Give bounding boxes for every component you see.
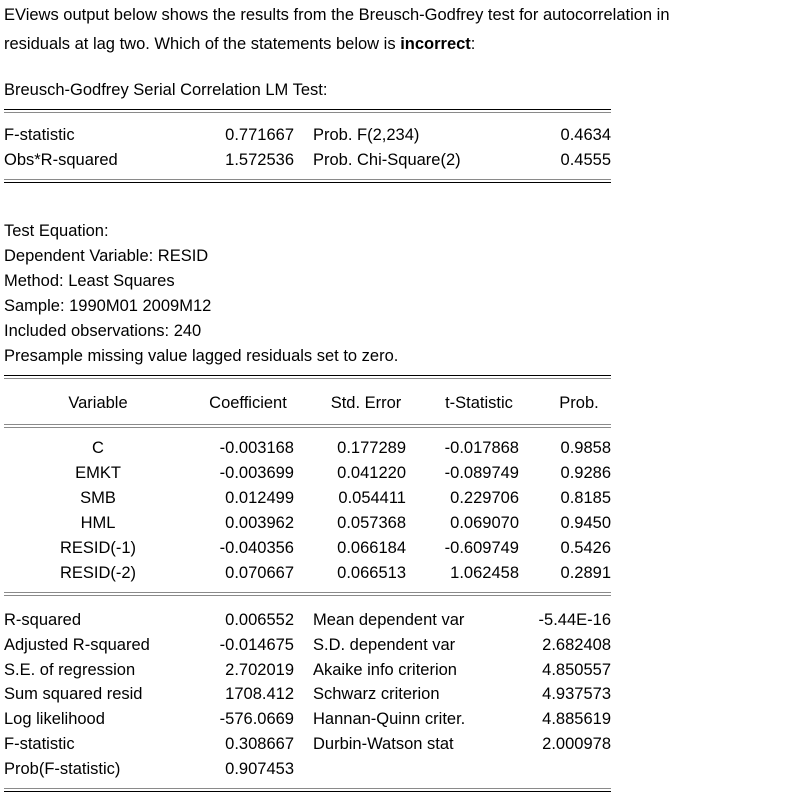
rule-coef-bottom-1 <box>4 592 611 593</box>
stat-value: -0.014675 <box>219 635 294 654</box>
coef-variable: EMKT <box>75 464 121 482</box>
stat-value: 0.308667 <box>225 735 294 753</box>
coef-header-std-error: Std. Error <box>330 394 402 412</box>
rule-top-1 <box>4 109 611 110</box>
rule-coef-bottom-2 <box>4 595 611 596</box>
question-line-1: EViews output below shows the results from the Breusch-Godfrey test for autocorrelation in <box>4 6 670 24</box>
coef-header-variable: Variable <box>68 394 128 412</box>
equation-info-line: Method: Least Squares <box>4 272 175 290</box>
rule-coef-header-1 <box>4 424 611 425</box>
stat-label: Sum squared resid <box>4 685 143 704</box>
coef-header-coefficient: Coefficient <box>209 394 287 412</box>
coef-variable: SMB <box>80 489 116 507</box>
coef-t-statistic: 1.062458 <box>450 564 519 582</box>
coef-variable: HML <box>80 514 116 532</box>
stat-value-right: 4.850557 <box>542 660 611 679</box>
lm-prob-label: Prob. Chi-Square(2) <box>313 151 461 169</box>
stat-label: S.E. of regression <box>4 660 136 679</box>
coef-prob: 0.9858 <box>560 439 611 457</box>
stat-label-right: Durbin-Watson stat <box>313 735 454 753</box>
rule-bottom-1 <box>4 788 611 789</box>
coef-t-statistic: -0.089749 <box>444 464 519 482</box>
lm-prob: 0.4634 <box>560 126 611 144</box>
stat-value-right: 4.937573 <box>542 685 611 704</box>
stat-label: R-squared <box>4 611 82 629</box>
stat-value-right: 2.000978 <box>542 735 611 753</box>
stat-value: 2.702019 <box>225 660 294 679</box>
coef-variable: RESID(-2) <box>59 564 137 582</box>
equation-info-line: Sample: 1990M01 2009M12 <box>4 297 212 315</box>
coef-prob: 0.8185 <box>560 489 611 507</box>
coef-prob: 0.9450 <box>560 514 611 532</box>
stat-label: Log likelihood <box>4 710 105 729</box>
coef-t-statistic: 0.229706 <box>450 489 519 507</box>
lm-prob-label: Prob. F(2,234) <box>313 126 420 144</box>
stat-value-right: -5.44E-16 <box>538 611 611 629</box>
stat-value-right: 2.682408 <box>542 635 611 654</box>
stat-value: 1708.412 <box>225 685 294 704</box>
coef-coefficient: -0.003699 <box>219 464 294 482</box>
rule-lm-1 <box>4 179 611 180</box>
stat-value: -576.0669 <box>219 710 294 729</box>
test-title: Breusch-Godfrey Serial Correlation LM Test: <box>4 81 328 99</box>
coef-std-error: 0.066513 <box>337 564 406 582</box>
question-line-2 <box>4 34 475 54</box>
question-text: residuals at lag two. Which of the statements below is <box>4 35 401 53</box>
coef-t-statistic: -0.017868 <box>444 439 519 457</box>
lm-label: Obs*R-squared <box>4 151 118 169</box>
coef-t-statistic: -0.609749 <box>444 539 519 557</box>
coef-prob: 0.5426 <box>560 539 611 557</box>
rule-top-2 <box>4 112 611 113</box>
coef-coefficient: -0.040356 <box>219 539 294 557</box>
coef-coefficient: 0.003962 <box>225 514 294 532</box>
equation-info-line: Included observations: 240 <box>4 322 202 340</box>
stat-value: 0.907453 <box>225 759 294 778</box>
lm-value: 1.572536 <box>225 151 294 169</box>
coef-header-prob: Prob. <box>559 394 599 412</box>
stat-label-right: Mean dependent var <box>313 611 465 629</box>
rule-coef-top-2 <box>4 378 611 379</box>
stat-label-right: Hannan-Quinn criter. <box>313 710 466 729</box>
stat-label-right: Akaike info criterion <box>313 660 457 679</box>
stat-value: 0.006552 <box>225 611 294 629</box>
coef-std-error: 0.054411 <box>338 489 406 507</box>
rule-lm-2 <box>4 182 611 183</box>
coef-t-statistic: 0.069070 <box>450 514 519 532</box>
stat-label-right: S.D. dependent var <box>313 635 456 654</box>
rule-coef-top-1 <box>4 375 611 376</box>
coef-prob: 0.9286 <box>560 464 611 482</box>
equation-info-line: Presample missing value lagged residuals set to zero. <box>4 347 399 365</box>
coef-coefficient: 0.070667 <box>225 564 294 582</box>
coef-coefficient: 0.012499 <box>225 489 294 507</box>
lm-prob: 0.4555 <box>560 151 611 169</box>
coef-std-error: 0.066184 <box>337 539 406 557</box>
coef-header-t-statistic: t-Statistic <box>445 394 513 412</box>
coef-std-error: 0.057368 <box>337 514 406 532</box>
stat-label-right: Schwarz criterion <box>313 685 440 704</box>
question-colon: : <box>470 35 476 53</box>
equation-info-line: Dependent Variable: RESID <box>4 247 209 265</box>
coef-variable: RESID(-1) <box>59 539 137 557</box>
lm-value: 0.771667 <box>225 126 294 144</box>
rule-coef-header-2 <box>4 427 611 428</box>
coef-std-error: 0.177289 <box>337 439 406 457</box>
equation-info-line: Test Equation: <box>4 222 109 240</box>
stat-label: Adjusted R-squared <box>4 635 150 654</box>
stat-label: Prob(F-statistic) <box>4 759 121 778</box>
stat-value-right: 4.885619 <box>542 710 611 729</box>
stat-label: F-statistic <box>4 735 75 753</box>
coef-coefficient: -0.003168 <box>219 439 294 457</box>
coef-std-error: 0.041220 <box>337 464 406 482</box>
coef-variable: C <box>92 439 104 457</box>
rule-bottom-2 <box>4 791 611 792</box>
coef-prob: 0.2891 <box>560 564 611 582</box>
question-emphasis: incorrect <box>400 35 471 53</box>
lm-label: F-statistic <box>4 126 75 144</box>
